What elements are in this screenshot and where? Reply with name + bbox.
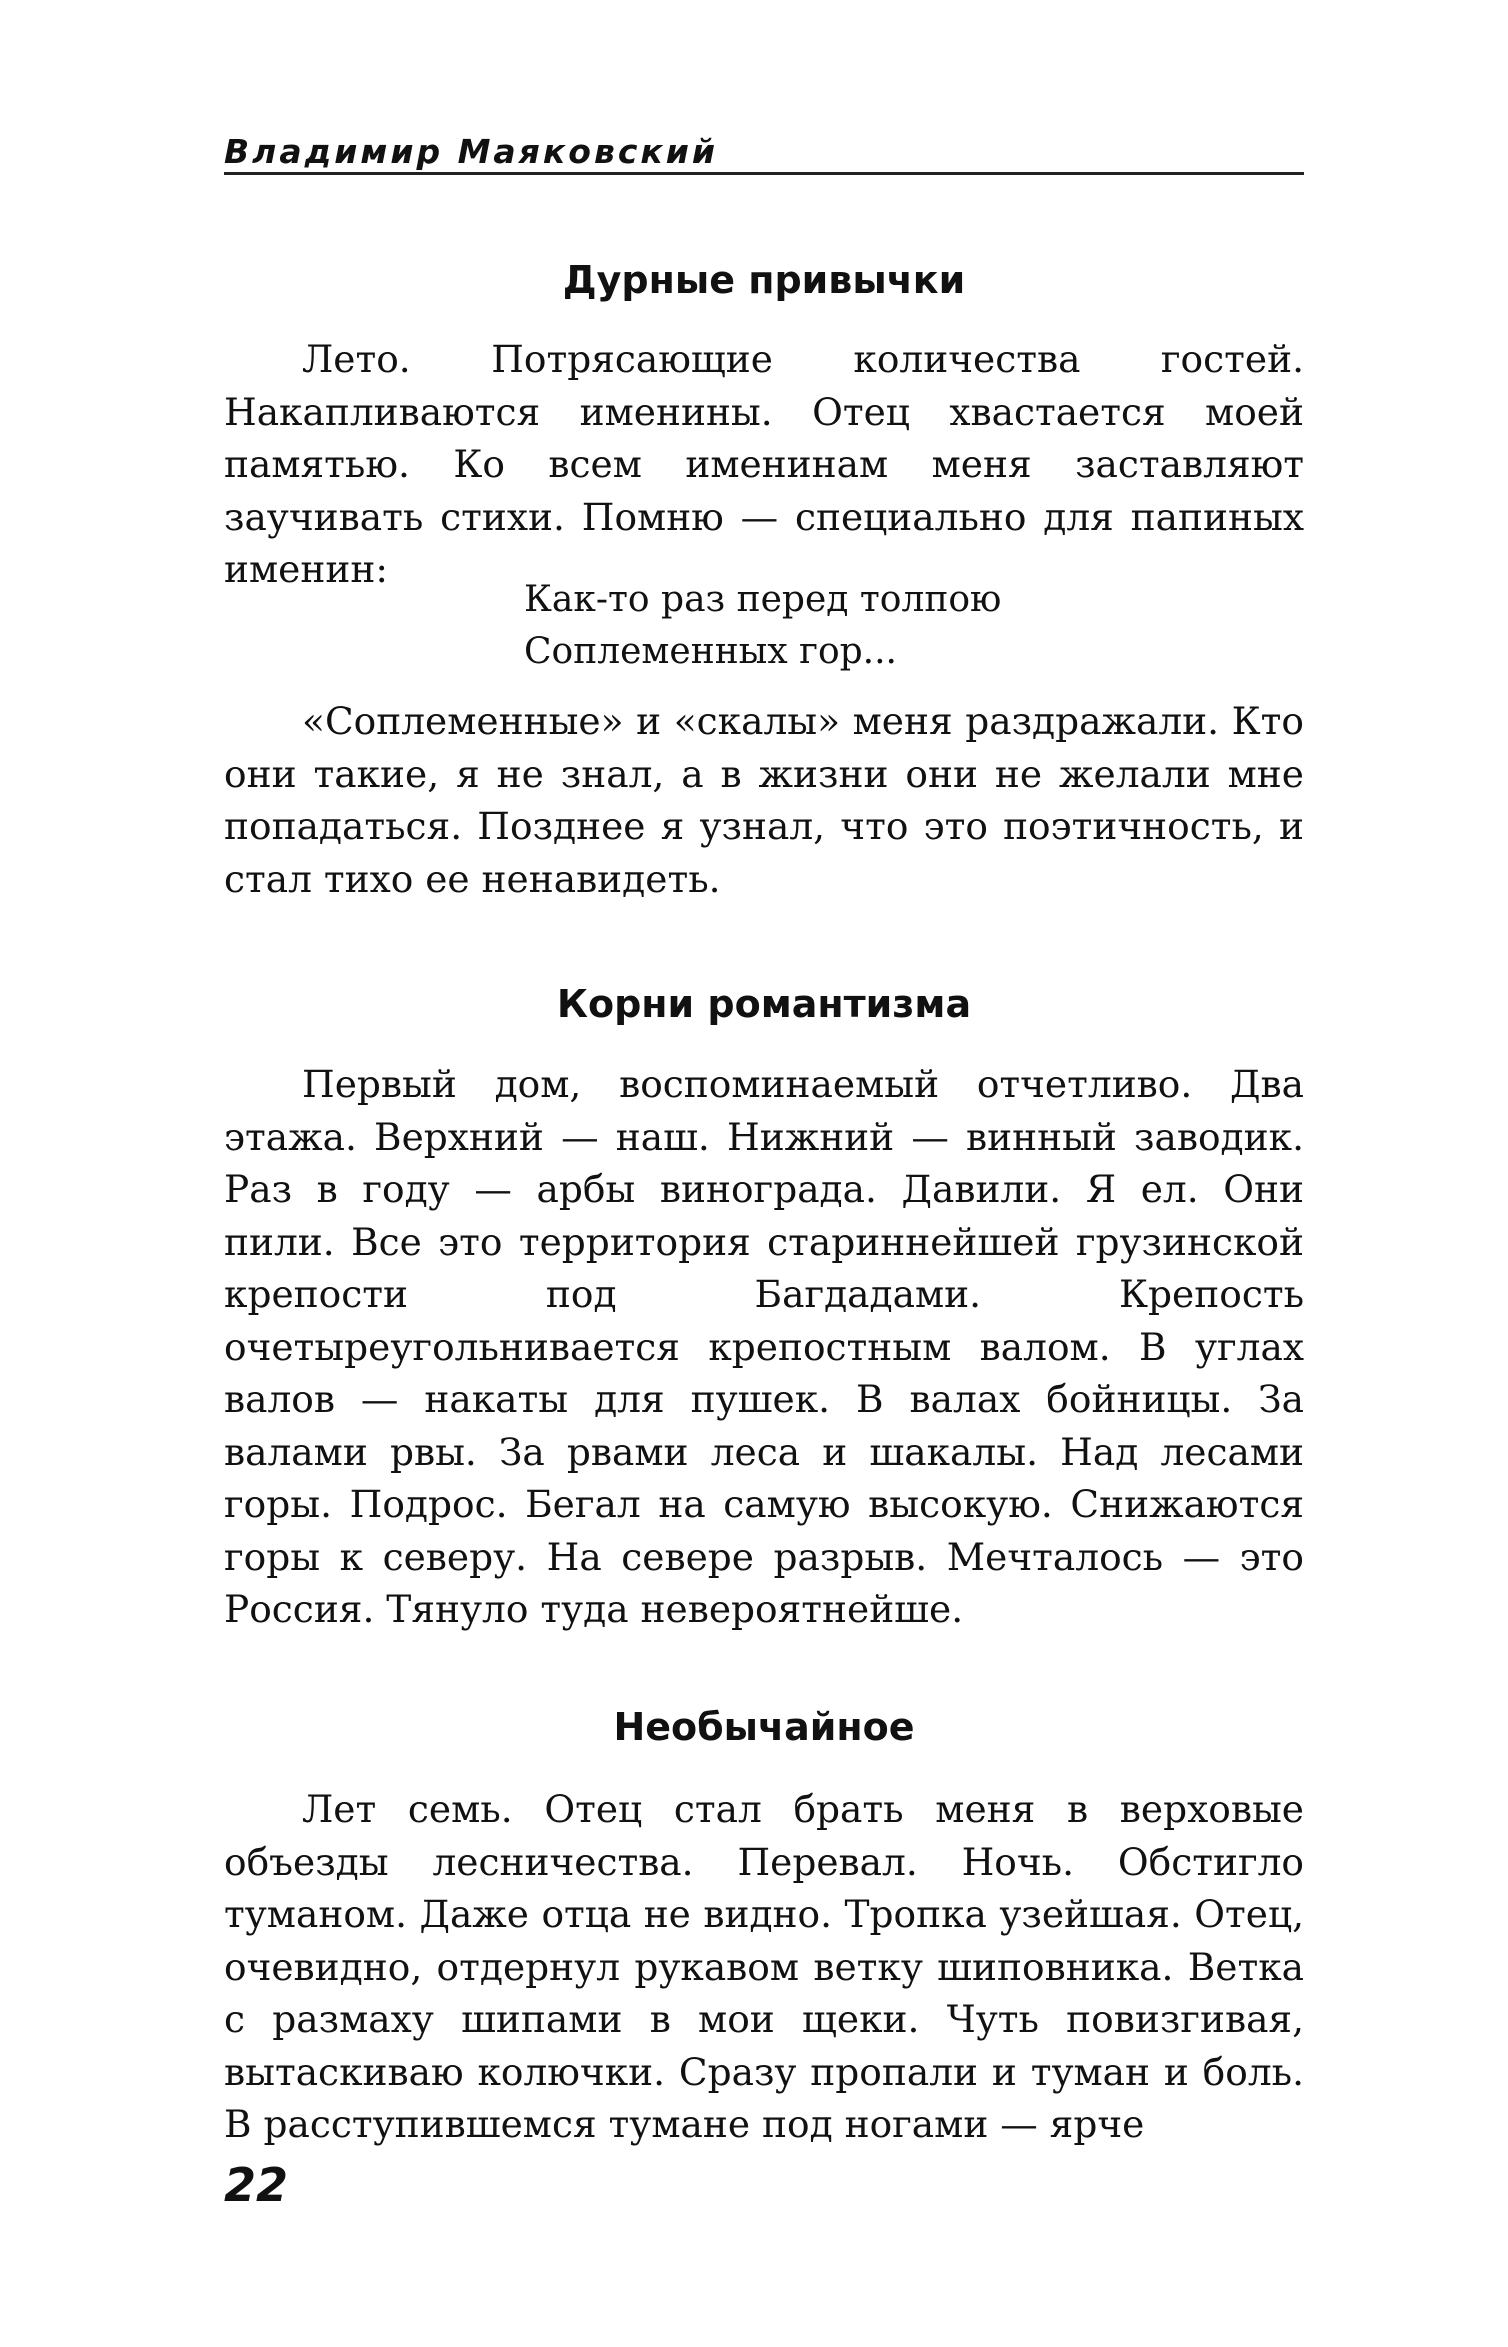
section-heading-roots-of-romanticism: Корни романтизма <box>556 982 972 1026</box>
section-heading-extraordinary: Необычайное <box>613 1705 915 1749</box>
poem-quote <box>524 574 1001 678</box>
paragraph-bad-habits-2: «Соплеменные» и «скалы» меня раздражали. Кто они такие, я не знал, а в жизни они не желали мне попадаться. Позднее я узнал, что это поэтичность, и стал тихо ее ненавидеть. <box>224 699 1304 901</box>
paragraph-roots-of-romanticism: Первый дом, воспоминаемый отчетливо. Два этажа. Верхний — наш. Нижний — винный заводик. Раз в году — арбы винограда. Давили. Я ел. Они пили. Все это территория стариннейшей грузинской крепости под Багдадами. Крепость очетыреугольнивается крепостным валом. В углах валов — накаты для пушек. В валах бойницы. За валами рвы. За рвами леса и шакалы. Над лесами горы. Подрос. Бегал на самую высокую. Снижаются горы к северу. На севере разрыв. Мечталось — это Россия. Тянуло туда невероятнейше. <box>224 1062 1304 1631</box>
paragraph-extraordinary: Лет семь. Отец стал брать меня в верховые объезды лесничества. Перевал. Ночь. Обстигло туманом. Даже отца не видно. Тропка узейшая. Отец, очевидно, отдернул рукавом ветку шиповника. Ветка с размаху шипами в мои щеки. Чуть повизгивая, вытаскиваю колючки. Сразу пропали и туман и боль. В расступившемся тумане под ногами — ярче <box>224 1787 1304 2146</box>
page-number: 22 <box>224 2158 289 2212</box>
poem-line-1: Как-то раз перед толпою <box>524 579 1002 620</box>
paragraph-bad-habits-1: Лето. Потрясающие количества гостей. Накапливаются именины. Отец хвастается моей памятью. Ко всем именинам меня заставляют заучивать стихи. Помню — специально для папиных именин: <box>224 337 1304 591</box>
section-heading-bad-habits: Дурные привычки <box>562 258 966 302</box>
header-rule <box>224 172 1304 175</box>
running-head: Владимир Маяковский <box>224 132 719 171</box>
poem-line-2: Соплеменных гор... <box>524 631 897 672</box>
